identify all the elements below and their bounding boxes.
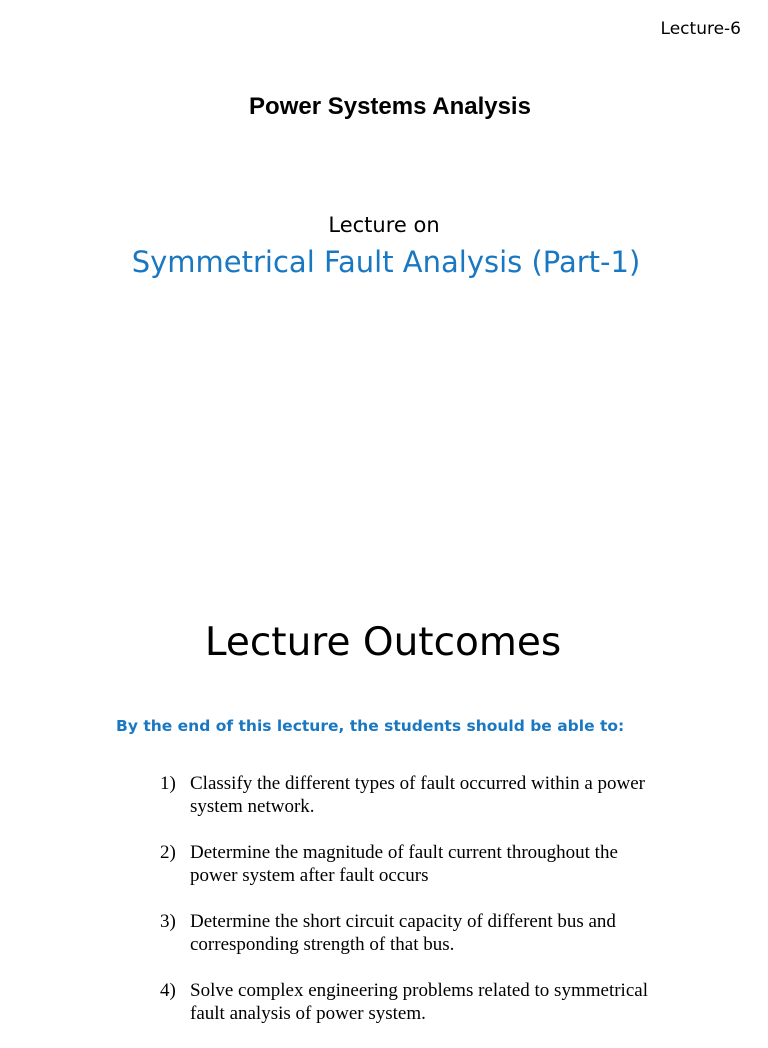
outcome-item xyxy=(160,910,680,956)
lecture-on-label: Lecture on xyxy=(328,213,440,237)
outcome-line: Determine the short circuit capacity of different bus and xyxy=(190,911,616,932)
outcome-number: 4) xyxy=(160,980,176,1001)
outcome-item xyxy=(160,979,680,1025)
outcomes-intro: By the end of this lecture, the students should be able to: xyxy=(116,717,625,735)
outcome-number: 2) xyxy=(160,842,176,863)
outcome-line: fault analysis of power system. xyxy=(190,1003,426,1024)
outcome-text xyxy=(190,841,680,887)
outcomes-list xyxy=(160,772,680,1048)
outcome-line: corresponding strength of that bus. xyxy=(190,934,455,955)
outcomes-heading: Lecture Outcomes xyxy=(204,620,562,665)
outcome-number: 1) xyxy=(160,773,176,794)
outcome-text xyxy=(190,979,680,1025)
outcome-line: system network. xyxy=(190,796,315,817)
outcome-item xyxy=(160,772,680,818)
outcome-line: Classify the different types of fault occurred within a power xyxy=(190,773,645,794)
lecture-number: Lecture-6 xyxy=(660,19,741,39)
outcome-number: 3) xyxy=(160,911,176,932)
outcome-item xyxy=(160,841,680,887)
outcome-text xyxy=(190,910,680,956)
topic-title: Symmetrical Fault Analysis (Part-1) xyxy=(131,245,641,279)
outcome-text xyxy=(190,772,680,818)
outcome-line: Solve complex engineering problems related to symmetrical xyxy=(190,980,648,1001)
outcome-line: Determine the magnitude of fault current throughout the xyxy=(190,842,618,863)
course-title: Power Systems Analysis xyxy=(249,93,531,120)
outcome-line: power system after fault occurs xyxy=(190,865,429,886)
